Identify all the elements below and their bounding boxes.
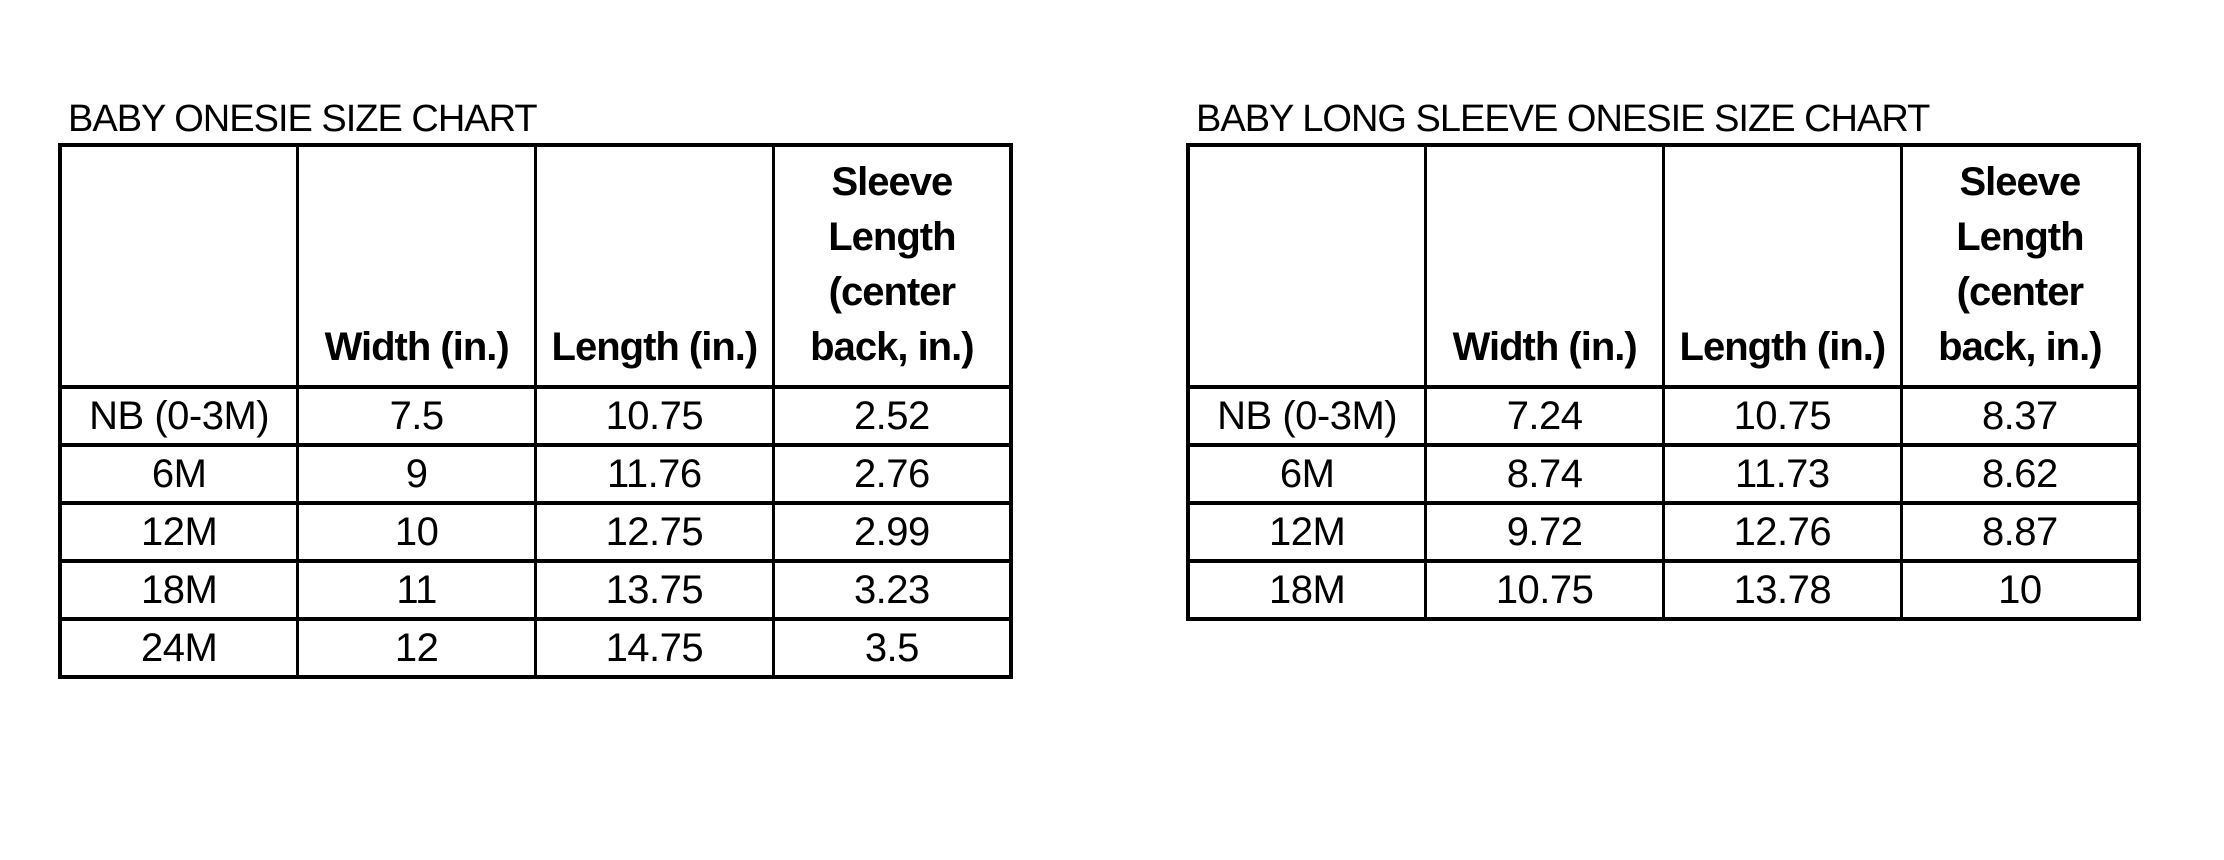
value-cell: 10.75: [536, 387, 774, 445]
table-row: [60, 445, 1011, 503]
table-row: [60, 387, 1011, 445]
value-cell: 12: [298, 619, 536, 677]
value-cell: 13.78: [1664, 561, 1902, 619]
column-header: Width (in.): [298, 145, 536, 387]
value-cell: 12.75: [536, 503, 774, 561]
value-cell: 10: [298, 503, 536, 561]
table-header: [1188, 145, 2139, 387]
value-cell: 11.73: [1664, 445, 1902, 503]
chart-title: BABY LONG SLEEVE ONESIE SIZE CHART: [1196, 98, 1930, 140]
value-cell: 8.74: [1426, 445, 1664, 503]
size-chart-table: [58, 143, 1013, 679]
value-cell: 2.99: [773, 503, 1011, 561]
header-row: [1188, 145, 2139, 387]
column-header: Sleeve Length (center back, in.): [773, 145, 1011, 387]
size-chart-table: [1186, 143, 2141, 621]
value-cell: 7.24: [1426, 387, 1664, 445]
value-cell: 10: [1901, 561, 2139, 619]
value-cell: 9.72: [1426, 503, 1664, 561]
row-label-cell: NB (0-3M): [1188, 387, 1426, 445]
table-row: [60, 561, 1011, 619]
table-body: [1188, 387, 2139, 619]
column-header: Sleeve Length (center back, in.): [1901, 145, 2139, 387]
row-label-cell: NB (0-3M): [60, 387, 298, 445]
header-row: [60, 145, 1011, 387]
row-label-cell: 12M: [60, 503, 298, 561]
baby-onesie-size-chart-section: [58, 97, 1013, 679]
table-row: [1188, 561, 2139, 619]
table-row: [1188, 387, 2139, 445]
value-cell: 3.5: [773, 619, 1011, 677]
value-cell: 8.37: [1901, 387, 2139, 445]
row-label-cell: 18M: [1188, 561, 1426, 619]
value-cell: 12.76: [1664, 503, 1902, 561]
baby-long-sleeve-onesie-size-chart-section: [1186, 97, 2141, 621]
table-body: [60, 387, 1011, 677]
value-cell: 2.76: [773, 445, 1011, 503]
value-cell: 11: [298, 561, 536, 619]
value-cell: 9: [298, 445, 536, 503]
row-label-cell: 6M: [60, 445, 298, 503]
value-cell: 10.75: [1664, 387, 1902, 445]
value-cell: 8.62: [1901, 445, 2139, 503]
row-label-header: [60, 145, 298, 387]
table-row: [60, 619, 1011, 677]
value-cell: 8.87: [1901, 503, 2139, 561]
value-cell: 14.75: [536, 619, 774, 677]
row-label-cell: 18M: [60, 561, 298, 619]
row-label-cell: 12M: [1188, 503, 1426, 561]
value-cell: 2.52: [773, 387, 1011, 445]
value-cell: 11.76: [536, 445, 774, 503]
value-cell: 13.75: [536, 561, 774, 619]
table-row: [1188, 445, 2139, 503]
row-label-header: [1188, 145, 1426, 387]
column-header: Length (in.): [1664, 145, 1902, 387]
row-label-cell: 6M: [1188, 445, 1426, 503]
table-header: [60, 145, 1011, 387]
value-cell: 7.5: [298, 387, 536, 445]
value-cell: 3.23: [773, 561, 1011, 619]
value-cell: 10.75: [1426, 561, 1664, 619]
column-header: Length (in.): [536, 145, 774, 387]
table-row: [1188, 503, 2139, 561]
column-header: Width (in.): [1426, 145, 1664, 387]
chart-title: BABY ONESIE SIZE CHART: [68, 98, 537, 140]
row-label-cell: 24M: [60, 619, 298, 677]
table-row: [60, 503, 1011, 561]
